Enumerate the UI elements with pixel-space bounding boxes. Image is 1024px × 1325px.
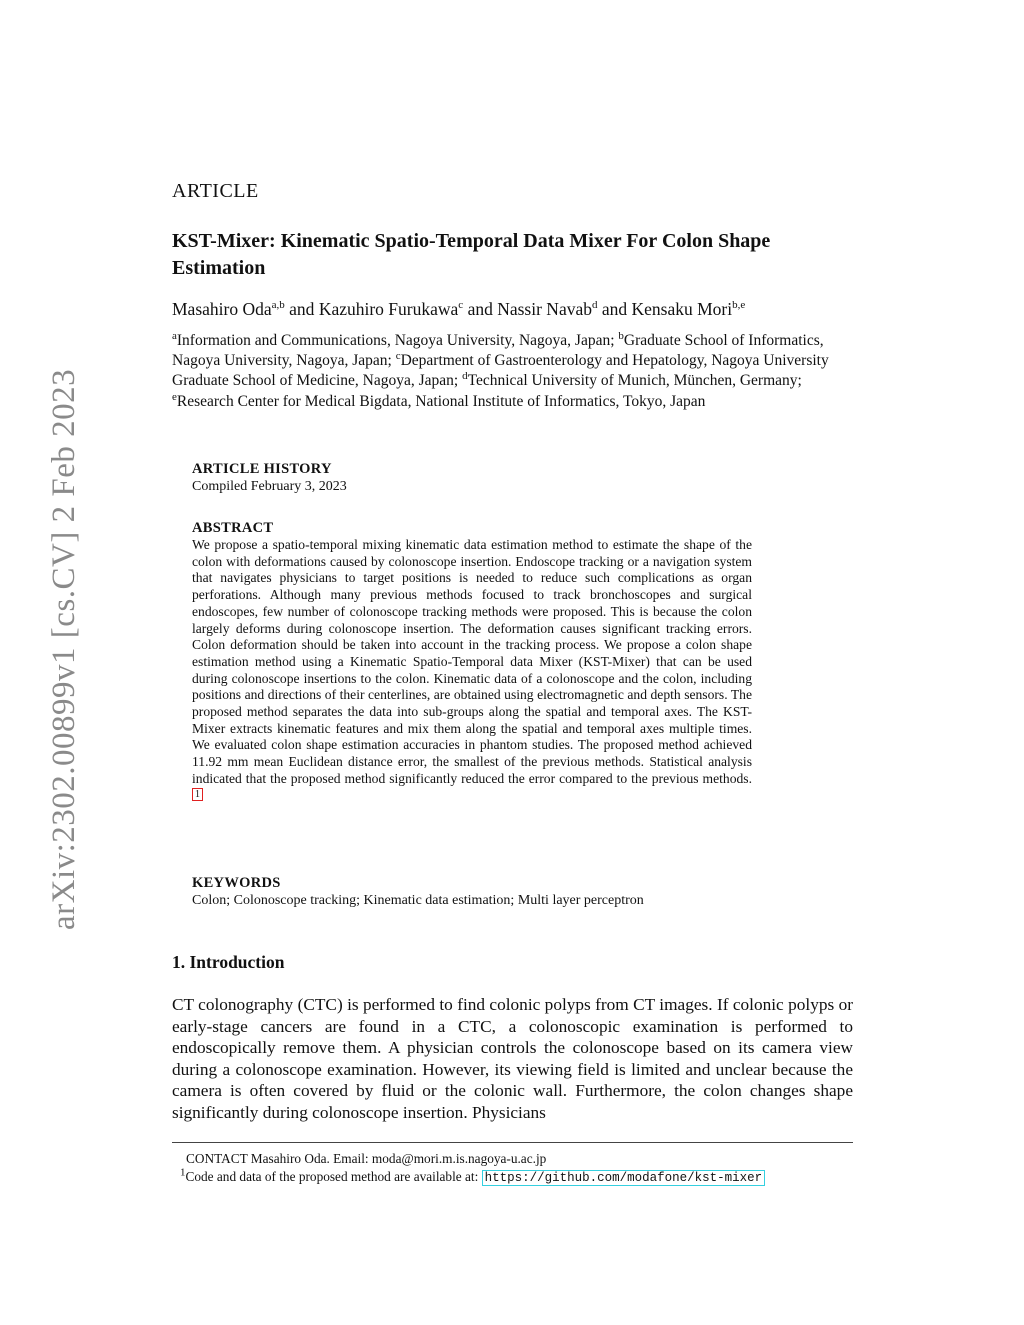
arxiv-identifier: arXiv:2302.00899v1 [cs.CV] 2 Feb 2023 xyxy=(46,368,82,930)
affiliation-text: Research Center for Medical Bigdata, National Institute of Informatics, Tokyo, Japan xyxy=(176,392,706,410)
author-affiliation-mark: a,b xyxy=(271,299,285,312)
affiliation-mark: b xyxy=(618,329,624,342)
author-affiliation-mark: b,e xyxy=(732,299,746,312)
affiliation-text: Department of Gastroenterology and Hepatology, Nagoya University Graduate School of Medicine, Nagoya, Japan; xyxy=(172,352,829,390)
author-separator: and xyxy=(284,299,319,319)
affiliation-mark: c xyxy=(395,350,401,363)
author-affiliation-mark: c xyxy=(458,299,464,312)
affiliation-mark: a xyxy=(172,329,177,342)
author-name: Masahiro Oda xyxy=(172,299,272,319)
keywords-section xyxy=(192,874,792,910)
keywords-list: Colon; Colonoscope tracking; Kinematic data estimation; Multi layer perceptron xyxy=(192,893,644,908)
article-type-label: ARTICLE xyxy=(172,180,259,202)
author-name: Kensaku Mori xyxy=(631,299,733,319)
footnote-text: Code and data of the proposed method are available at: xyxy=(185,1169,482,1184)
section-heading-introduction: 1. Introduction xyxy=(172,952,285,972)
author-list xyxy=(172,298,862,320)
abstract-body xyxy=(192,537,752,807)
footnotes xyxy=(180,1150,860,1187)
contact-footnote: CONTACT Masahiro Oda. Email: moda@mori.m.is.nagoya-u.ac.jp xyxy=(186,1151,547,1166)
author-name: Kazuhiro Furukawa xyxy=(318,299,459,319)
footnote-link[interactable]: 1 xyxy=(192,788,203,801)
code-url-link[interactable]: https://github.com/modafone/kst-mixer xyxy=(482,1170,766,1186)
affiliation-mark: d xyxy=(462,370,468,383)
introduction-paragraph: CT colonography (CTC) is performed to find colonic polyps from CT images. If colonic polyps or early-stage cancers are found in a CTC, a colonoscopic examination is performed to endoscopically remove them. A physician controls the colonoscope based on its camera view during a colonoscope examination. However, its viewing field is limited and unclear because the camera is often covered by fluid or the colonic wall. Furthermore, the colon changes shape significantly during colonoscope insertion. Physicians xyxy=(172,995,853,1122)
keywords-heading: KEYWORDS xyxy=(192,875,281,891)
history-heading: ARTICLE HISTORY xyxy=(192,461,332,477)
abstract-section xyxy=(192,519,752,807)
abstract-heading: ABSTRACT xyxy=(192,520,274,536)
affiliations xyxy=(172,331,857,412)
author-separator: and xyxy=(597,299,632,319)
affiliation-mark: e xyxy=(172,390,177,403)
abstract-text: We propose a spatio-temporal mixing kinematic data estimation method to estimate the shape of the colon with deformations caused by colonoscope insertion. Endoscope tracking or a navigation system that navigates physicians to target positions is needed to reduce such complications as organ perforations. Although many previous methods focused to track bronchoscopes and surgical endoscopes, few number of colonoscope tracking methods were proposed. This is because the colon largely deforms during colonoscope insertion. The deformation causes significant tracking errors. Colon deformation should be taken into account in the tracking process. We propose a colon shape estimation method using a Kinematic Spatio-Temporal data Mixer (KST-Mixer) that can be used during colonoscope insertions to the colon. Kinematic data of a colonoscope and the colon, including positions and directions of their centerlines, are obtained using electromagnetic and depth sensors. The proposed method separates the data into sub-groups along the spatial and temporal axes. The KST-Mixer extracts kinematic features and mix them along the spatial and temporal axes multiple times. We evaluated colon shape estimation accuracies in phantom studies. The proposed method achieved 11.92 mm mean Euclidean distance error, the smallest of the previous methods. Statistical analysis indicated that the proposed method significantly reduced the error compared to the previous methods. xyxy=(192,537,752,786)
author-name: Nassir Navab xyxy=(497,299,592,319)
author-affiliation-mark: d xyxy=(591,299,598,312)
affiliation-text: Technical University of Munich, München, Germany; xyxy=(467,372,802,390)
article-history xyxy=(192,460,752,496)
compiled-date: Compiled February 3, 2023 xyxy=(192,479,347,494)
footnote-number: 1 xyxy=(180,1166,186,1179)
author-separator: and xyxy=(463,299,498,319)
affiliation-text: Information and Communications, Nagoya University, Nagoya, Japan; xyxy=(176,332,619,349)
affiliation-text: Graduate School of Informatics, Nagoya University, Nagoya, Japan; xyxy=(172,332,824,370)
code-footnote xyxy=(180,1168,860,1187)
paper-title: KST-Mixer: Kinematic Spatio-Temporal Data Mixer For Colon Shape Estimation xyxy=(172,230,771,279)
footnote-divider xyxy=(172,1142,853,1143)
